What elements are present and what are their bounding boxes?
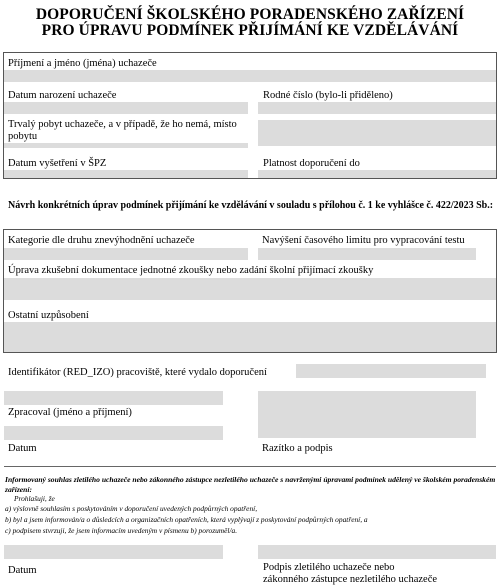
validity-field[interactable] (258, 170, 496, 178)
category-field[interactable] (4, 248, 248, 260)
prepared-by-label: Zpracoval (jméno a příjmení) (8, 407, 132, 418)
applicant-name-field[interactable] (4, 70, 496, 82)
consent-heading: Informovaný souhlas zletilého uchazeče nebo zákonného zástupce nezletilého uchazeče s navrženými úpravami podmínek udělený ve školském poradenském zařízení: (5, 475, 496, 494)
time-extension-field[interactable] (258, 248, 476, 260)
consent-item-b: b) byl a jsem informován/a o důsledcích a organizačních opatřeních, která vyplývají z poskytování podpůrných opatření, a (5, 515, 368, 524)
exam-date-label: Datum vyšetření v ŠPZ (8, 158, 107, 169)
stamp-signature-field[interactable] (258, 391, 476, 438)
other-adjustments-label: Ostatní uzpůsobení (8, 310, 89, 321)
consent-date-label: Datum (8, 565, 37, 576)
exam-adjustment-field[interactable] (4, 278, 496, 300)
consent-declare: Prohlašuji, že (14, 494, 55, 503)
consent-date-field[interactable] (4, 545, 223, 559)
form-title-line2: PRO ÚPRAVU PODMÍNEK PŘIJÍMÁNÍ KE VZDĚLÁVÁNÍ (41, 22, 459, 39)
residence-field[interactable] (258, 120, 496, 146)
consent-divider (4, 466, 496, 467)
birth-number-label: Rodné číslo (bylo-li přiděleno) (263, 90, 393, 101)
form-title-line1: DOPORUČENÍ ŠKOLSKÉHO PORADENSKÉHO ZAŘÍZENÍ (35, 6, 465, 23)
consent-signature-field[interactable] (258, 545, 496, 559)
identifier-label: Identifikátor (RED_IZO) pracoviště, které vydalo doporučení (8, 367, 267, 378)
consent-item-c: c) podpisem stvrzuji, že jsem informacím uvedeným v písmenu b) porozuměl/a. (5, 526, 238, 535)
birth-date-field[interactable] (4, 102, 248, 114)
residence-label: Trvalý pobyt uchazeče, a v případě, že ho nemá, místo pobytu (8, 119, 237, 142)
applicant-name-label: Příjmení a jméno (jména) uchazeče (8, 58, 157, 69)
adjustments-heading: Návrh konkrétních úprav podmínek přijímání ke vzdělávání v souladu s přílohou č. 1 ke vyhlášce č. 422/2023 Sb.: (8, 200, 494, 211)
exam-date-field[interactable] (4, 170, 248, 178)
other-adjustments-field[interactable] (4, 322, 496, 352)
time-extension-label: Navýšení časového limitu pro vypracování testu (262, 235, 465, 246)
validity-label: Platnost doporučení do (263, 158, 360, 169)
exam-adjustment-label: Úprava zkušební dokumentace jednotné zkoušky nebo zadání školní přijímací zkoušky (8, 265, 374, 276)
consent-signature-label-line1: Podpis zletilého uchazeče nebo (263, 562, 395, 573)
prepared-date-field[interactable] (4, 426, 223, 440)
stamp-signature-label: Razítko a podpis (262, 443, 333, 454)
consent-signature-label-line2: zákonného zástupce nezletilého uchazeče (263, 574, 438, 585)
birth-number-field[interactable] (258, 102, 496, 114)
consent-item-a: a) výslovně souhlasím s poskytováním v doporučení uvedených podpůrných opatření, (5, 504, 258, 513)
identifier-field[interactable] (296, 364, 486, 378)
prepared-by-field[interactable] (4, 391, 223, 405)
birth-date-label: Datum narození uchazeče (8, 90, 117, 101)
category-label: Kategorie dle druhu znevýhodnění uchazeče (8, 235, 195, 246)
prepared-date-label: Datum (8, 443, 37, 454)
residence-field-strip (4, 143, 248, 148)
